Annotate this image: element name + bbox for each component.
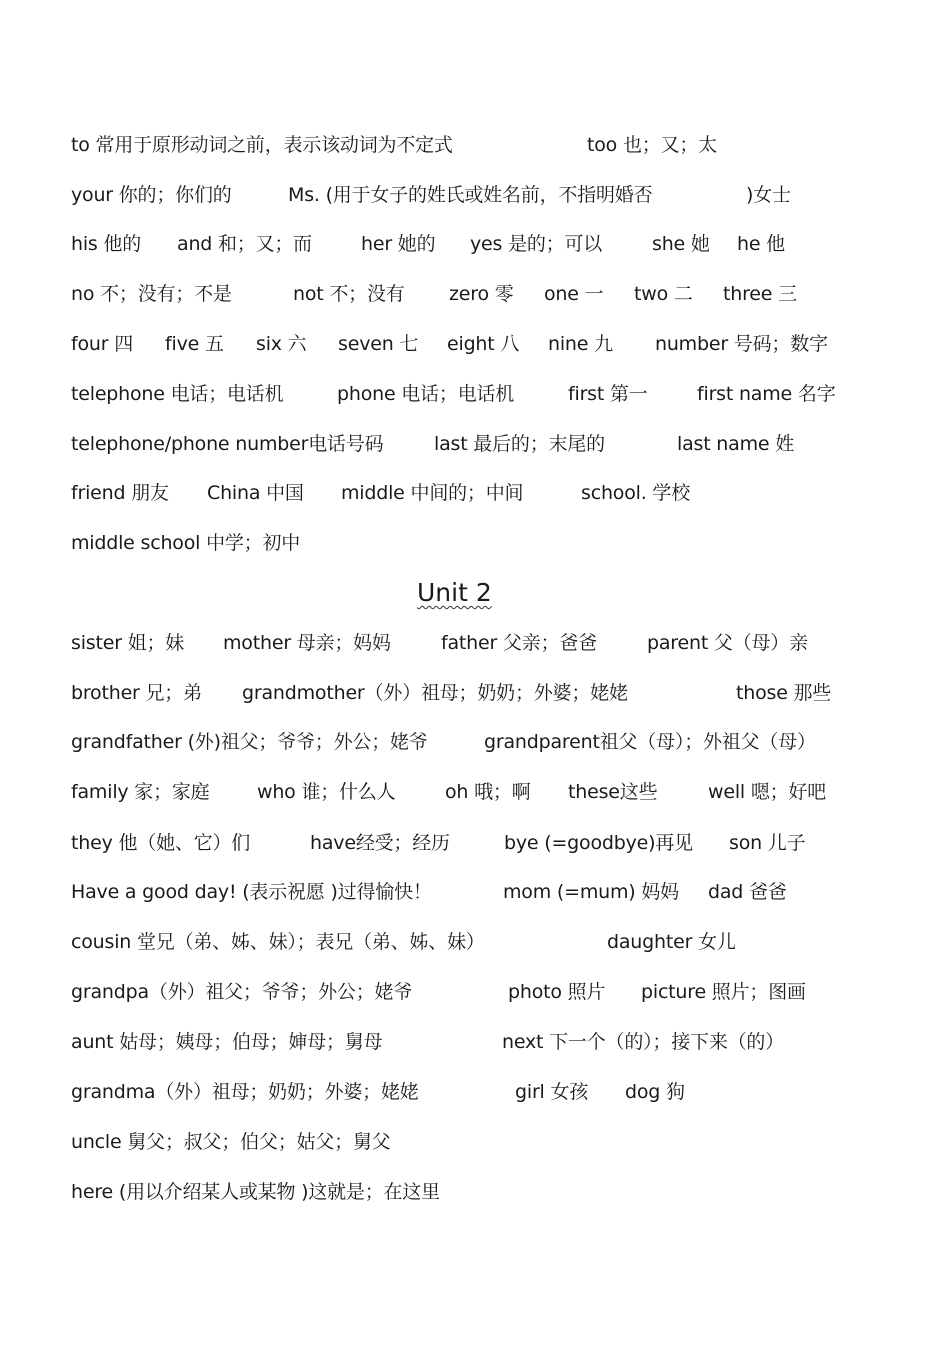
vocab-entry: no 不；没有；不是 (71, 283, 232, 305)
vocab-entry: mom (=mum) 妈妈 (503, 881, 679, 903)
vocab-line (71, 430, 931, 458)
vocab-entry: one 一 (544, 283, 604, 305)
vocab-line (71, 728, 931, 756)
vocab-entry: four 四 (71, 333, 134, 355)
vocab-entry: grandfather (外)祖父；爷爷；外公；姥爷 (71, 731, 428, 753)
vocab-line (71, 829, 931, 857)
vocab-entry: seven 七 (338, 333, 419, 355)
vocab-entry: they 他（她、它）们 (71, 832, 251, 854)
vocab-entry: parent 父（母）亲 (647, 632, 808, 654)
vocab-entry: first name 名字 (697, 383, 836, 405)
vocab-entry: school. 学校 (581, 482, 690, 504)
vocab-entry: she 她 (652, 233, 710, 255)
vocab-line (71, 181, 931, 209)
vocab-entry: not 不；没有 (293, 283, 405, 305)
vocab-entry: these这些 (568, 781, 658, 803)
vocab-entry: phone 电话；电话机 (337, 383, 515, 405)
vocab-entry: grandmother（外）祖母；奶奶；外婆；姥姥 (242, 682, 628, 704)
vocab-entry: Have a good day! (表示祝愿 )过得愉快！ (71, 881, 432, 903)
vocab-entry: middle school 中学；初中 (71, 532, 301, 554)
vocab-line (71, 230, 931, 258)
vocab-entry: who 谁；什么人 (257, 781, 396, 803)
vocab-entry: her 她的 (361, 233, 436, 255)
vocab-line (71, 629, 931, 657)
vocab-entry: uncle 舅父；叔父；伯父；姑父；舅父 (71, 1131, 391, 1153)
vocab-line (71, 131, 931, 159)
vocab-entry: three 三 (723, 283, 797, 305)
vocab-entry: he 他 (737, 233, 785, 255)
vocab-entry: yes 是的；可以 (470, 233, 603, 255)
vocab-entry: aunt 姑母；姨母；伯母；婶母；舅母 (71, 1031, 383, 1053)
vocab-line (71, 280, 931, 308)
vocab-entry: mother 母亲；妈妈 (223, 632, 391, 654)
vocab-entry: grandpa（外）祖父；爷爷；外公；姥爷 (71, 981, 413, 1003)
vocab-line (71, 1178, 931, 1206)
vocab-entry: his 他的 (71, 233, 142, 255)
vocab-entry: nine 九 (548, 333, 613, 355)
vocab-entry: last name 姓 (677, 433, 795, 455)
vocab-entry: girl 女孩 (515, 1081, 589, 1103)
vocab-entry: too 也；又；太 (587, 134, 717, 156)
vocab-entry: telephone/phone number电话号码 (71, 433, 384, 455)
vocab-entry: here (用以介绍某人或某物 )这就是；在这里 (71, 1181, 440, 1203)
vocab-entry: dog 狗 (625, 1081, 685, 1103)
vocab-entry: your 你的；你们的 (71, 184, 232, 206)
vocab-entry: )女士 (746, 184, 791, 206)
unit-heading (417, 577, 492, 609)
vocab-line (71, 1078, 931, 1106)
vocab-entry: two 二 (634, 283, 693, 305)
vocab-entry: grandma（外）祖母；奶奶；外婆；姥姥 (71, 1081, 419, 1103)
vocab-entry: China 中国 (207, 482, 304, 504)
vocab-entry: bye (=goodbye)再见 (504, 832, 693, 854)
vocab-entry: picture 照片；图画 (641, 981, 806, 1003)
vocab-entry: daughter 女儿 (607, 931, 736, 953)
vocab-entry: next 下一个（的）；接下来（的） (502, 1031, 785, 1053)
vocab-entry: friend 朋友 (71, 482, 169, 504)
vocab-line (71, 928, 931, 956)
vocab-entry: to 常用于原形动词之前，表示该动词为不定式 (71, 134, 453, 156)
vocab-entry: five 五 (165, 333, 224, 355)
vocab-entry: and 和；又；而 (177, 233, 312, 255)
vocab-line (71, 978, 931, 1006)
vocab-line (71, 878, 931, 906)
vocab-entry: family 家；家庭 (71, 781, 210, 803)
vocab-entry: sister 姐；妹 (71, 632, 185, 654)
vocab-line (71, 529, 931, 557)
vocab-entry: those 那些 (736, 682, 832, 704)
vocab-line (71, 1028, 931, 1056)
vocab-entry: six 六 (256, 333, 307, 355)
vocab-entry: son 儿子 (729, 832, 806, 854)
vocab-entry: zero 零 (449, 283, 514, 305)
vocab-entry: brother 兄；弟 (71, 682, 202, 704)
vocab-line (71, 479, 931, 507)
vocab-entry: telephone 电话；电话机 (71, 383, 284, 405)
vocab-entry: grandparent祖父（母）；外祖父（母） (484, 731, 816, 753)
unit-heading-text: Unit 2 (417, 578, 492, 607)
vocab-entry: number 号码；数字 (655, 333, 828, 355)
vocab-entry: oh 哦；啊 (445, 781, 531, 803)
vocab-line (71, 778, 931, 806)
vocab-entry: last 最后的；末尾的 (434, 433, 605, 455)
vocab-line (71, 679, 931, 707)
vocab-entry: dad 爸爸 (708, 881, 787, 903)
vocab-line (71, 380, 931, 408)
vocab-entry: cousin 堂兄（弟、姊、妹）；表兄（弟、姊、妹） (71, 931, 485, 953)
vocab-entry: father 父亲；爸爸 (441, 632, 597, 654)
vocab-entry: well 嗯；好吧 (708, 781, 827, 803)
vocab-entry: photo 照片 (508, 981, 606, 1003)
vocab-entry: eight 八 (447, 333, 520, 355)
vocab-line (71, 330, 931, 358)
vocab-entry: first 第一 (568, 383, 648, 405)
vocab-entry: middle 中间的；中间 (341, 482, 524, 504)
vocab-entry: Ms. (用于女子的姓氏或姓名前，不指明婚否 (288, 184, 653, 206)
vocab-line (71, 1128, 931, 1156)
vocab-entry: have经受；经历 (310, 832, 450, 854)
